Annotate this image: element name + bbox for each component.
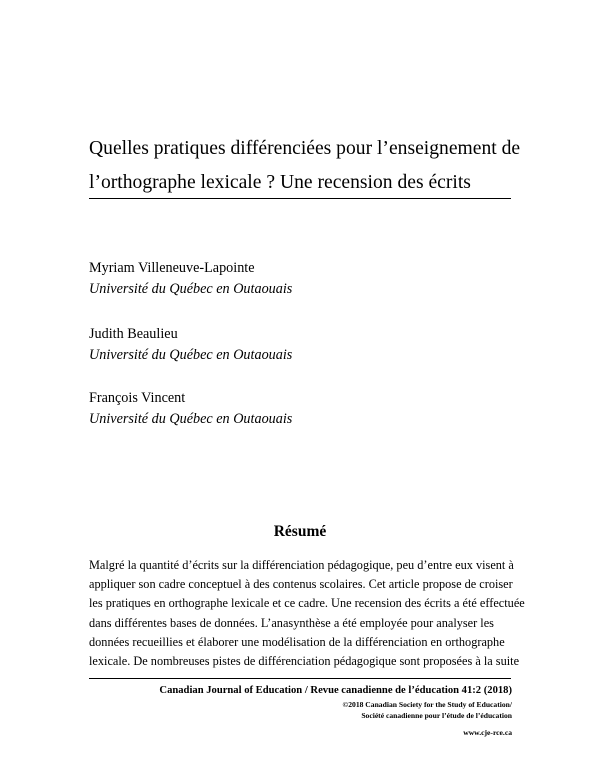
title-divider — [89, 198, 511, 199]
abstract-line: lexicale. De nombreuses pistes de différenciation pédagogique sont proposées à la suite — [89, 654, 520, 669]
abstract-heading: Résumé — [273, 523, 327, 540]
copyright-notice: ©2018 Canadian Society for the Study of Education/ — [342, 700, 512, 709]
author-name: Myriam Villeneuve-Lapointe — [89, 260, 255, 276]
title-line: Quelles pratiques différenciées pour l’enseignement de — [89, 138, 521, 159]
footer-divider — [89, 678, 511, 679]
abstract-line: données recueillies et élaborer une modélisation de la différenciation en orthographe — [89, 634, 505, 649]
article-title — [89, 132, 521, 200]
author-affiliation: Université du Québec en Outaouais — [89, 281, 293, 297]
abstract-line: dans différentes bases de données. L’anasynthèse a été employée pour analyser les — [89, 615, 494, 630]
journal-url: www.cje-rce.ca — [463, 728, 512, 737]
abstract-line: les pratiques en orthographe lexicale et ce cadre. Une recension des écrits a été effectuée — [89, 596, 525, 611]
author-block — [89, 258, 292, 300]
abstract-line: Malgré la quantité d’écrits sur la différenciation pédagogique, peu d’entre eux visent à — [89, 558, 514, 572]
abstract-line: appliquer son cadre conceptuel à des contenus scolaires. Cet article propose de croiser — [89, 577, 513, 592]
author-block — [89, 324, 292, 366]
author-name: François Vincent — [89, 390, 186, 406]
page-footer — [159, 683, 512, 738]
journal-citation: Canadian Journal of Education / Revue canadienne de l’éducation 41:2 (2018) — [159, 685, 512, 696]
title-line: l’orthographe lexicale ? Une recension des écrits — [89, 172, 471, 193]
author-block — [89, 388, 292, 430]
society-name-fr: Société canadienne pour l’étude de l’éducation — [361, 711, 512, 720]
abstract-body — [89, 556, 525, 671]
author-affiliation: Université du Québec en Outaouais — [89, 411, 293, 427]
author-affiliation: Université du Québec en Outaouais — [89, 347, 293, 363]
author-name: Judith Beaulieu — [89, 326, 178, 342]
